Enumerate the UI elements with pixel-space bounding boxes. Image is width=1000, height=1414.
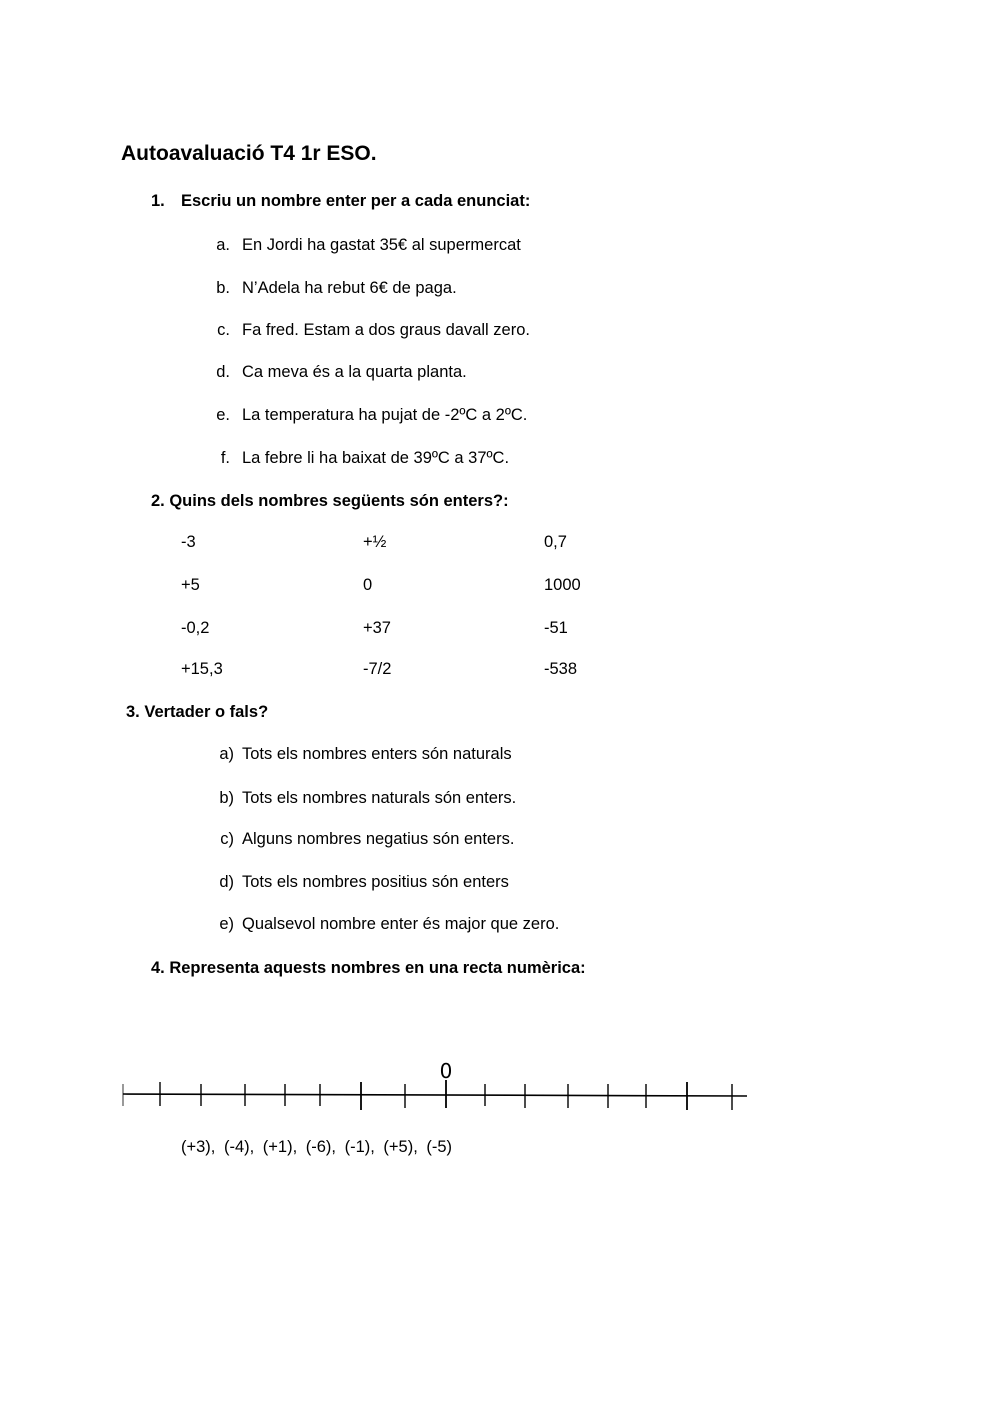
- number-line: [0, 1050, 1000, 1120]
- q2-cell: -51: [544, 619, 568, 637]
- q2-cell: +37: [363, 619, 391, 637]
- q1-item-text: N’Adela ha rebut 6€ de paga.: [242, 279, 457, 297]
- zero-label: 0: [439, 1059, 453, 1083]
- q2-cell: 0: [363, 576, 373, 594]
- q2-cell: +½: [363, 533, 387, 551]
- q2-cell: -0,2: [181, 619, 210, 637]
- q1-item-marker: d.: [216, 363, 230, 381]
- numbers-to-represent: (+3), (-4), (+1), (-6), (-1), (+5), (-5): [181, 1138, 453, 1156]
- q1-item-marker: f.: [220, 449, 230, 467]
- q1-item-text: La temperatura ha pujat de -2ºC a 2ºC.: [242, 406, 528, 424]
- q3-item-marker: e): [219, 915, 234, 933]
- q2-cell: +15,3: [181, 660, 223, 678]
- q1-item-marker: b.: [216, 279, 230, 297]
- q3-item-a: [206, 745, 512, 764]
- q3-item-c: [206, 830, 514, 849]
- q3-item-text: Tots els nombres enters són naturals: [242, 745, 512, 763]
- q1-item-text: Fa fred. Estam a dos graus davall zero.: [242, 321, 530, 339]
- question-2-heading: 2. Quins dels nombres següents són enters?:: [151, 492, 509, 510]
- q2-cell: +5: [181, 576, 200, 594]
- q3-item-marker: b): [219, 789, 234, 807]
- q2-cell: -3: [181, 533, 196, 551]
- q2-cell: -538: [544, 660, 578, 678]
- question-1-heading: [151, 192, 530, 211]
- q3-item-e: [206, 915, 559, 934]
- q3-item-marker: d): [219, 873, 234, 891]
- q1-item-marker: e.: [216, 406, 230, 424]
- q2-cell: 1000: [544, 576, 581, 594]
- q3-item-b: [206, 789, 516, 808]
- q2-cell: -7/2: [363, 660, 392, 678]
- q1-item-e: [200, 406, 527, 425]
- q1-item-a: [200, 236, 521, 255]
- q1-item-text: En Jordi ha gastat 35€ al supermercat: [242, 236, 521, 254]
- q1-item-marker: a.: [216, 236, 230, 254]
- q3-item-marker: c): [220, 830, 234, 848]
- question-1-number: 1.: [151, 192, 165, 210]
- q1-item-text: La febre li ha baixat de 39ºC a 37ºC.: [242, 449, 510, 467]
- question-4-heading: 4. Representa aquests nombres en una recta numèrica:: [151, 959, 586, 977]
- q1-item-c: [200, 321, 530, 340]
- q1-item-text: Ca meva és a la quarta planta.: [242, 363, 467, 381]
- q1-item-marker: c.: [217, 321, 230, 339]
- q1-item-f: [200, 449, 509, 468]
- number-line-drawing: [0, 1050, 1000, 1120]
- q3-item-text: Tots els nombres naturals són enters.: [242, 789, 517, 807]
- q2-cell: 0,7: [544, 533, 567, 551]
- q1-item-d: [200, 363, 467, 382]
- number-line-axis: [123, 1094, 747, 1096]
- page-title: Autoavaluació T4 1r ESO.: [121, 142, 377, 165]
- q3-item-text: Qualsevol nombre enter és major que zero.: [242, 915, 560, 933]
- q3-item-d: [206, 873, 509, 892]
- q3-item-marker: a): [219, 745, 234, 763]
- question-3-heading: 3. Vertader o fals?: [126, 703, 269, 721]
- q1-item-b: [200, 279, 457, 298]
- question-1-text: Escriu un nombre enter per a cada enunciat:: [181, 192, 531, 210]
- q3-item-text: Tots els nombres positius són enters: [242, 873, 509, 891]
- q3-item-text: Alguns nombres negatius són enters.: [242, 830, 515, 848]
